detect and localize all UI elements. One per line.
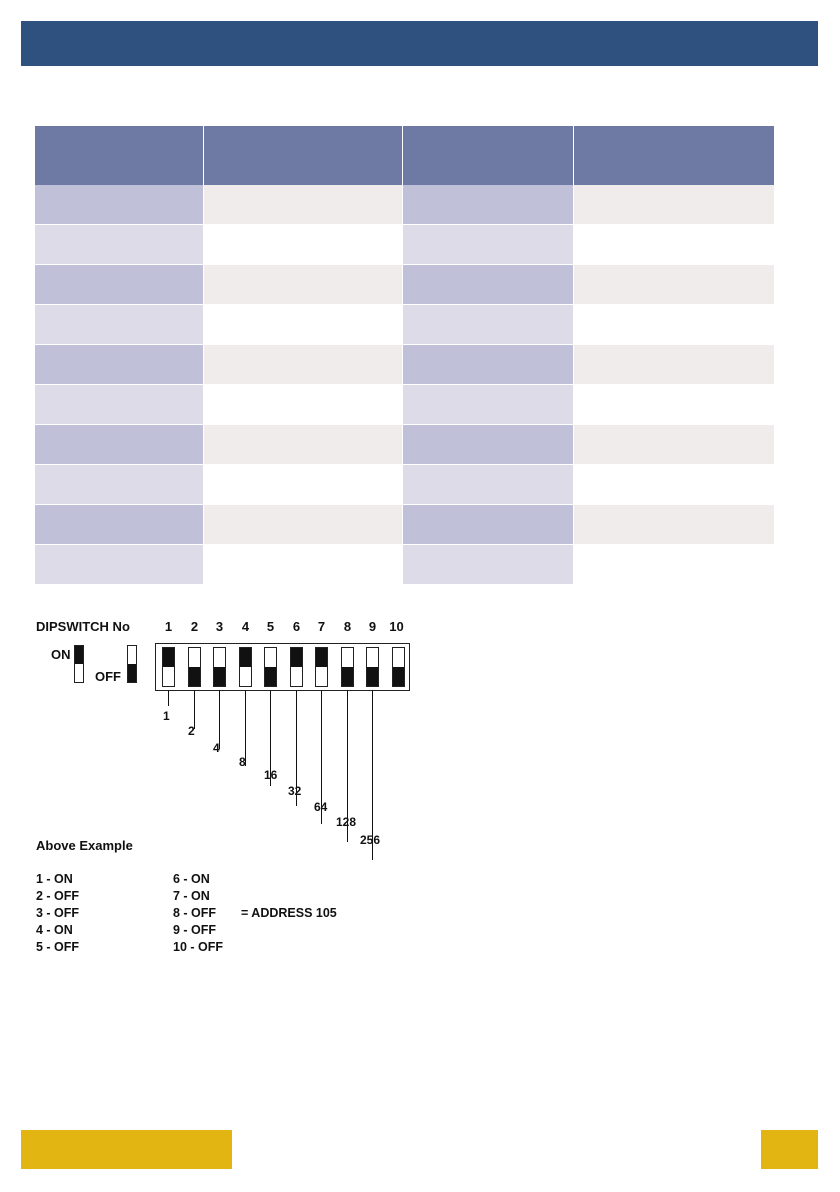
table-header-row	[35, 126, 774, 185]
table-row	[35, 465, 774, 505]
table-cell	[574, 185, 775, 225]
address-table	[35, 126, 774, 584]
table-cell	[204, 425, 403, 465]
table-header-cell	[204, 126, 403, 185]
dipswitch-10-off	[392, 647, 405, 687]
table-cell	[204, 505, 403, 545]
table-cell	[35, 465, 204, 505]
table-cell	[574, 265, 775, 305]
table-cell	[574, 505, 775, 545]
table-cell	[204, 545, 403, 585]
table-cell	[35, 505, 204, 545]
dipswitch-6-on	[290, 647, 303, 687]
example-line: 6 - ON	[173, 872, 210, 886]
dipswitch-title: DIPSWITCH No	[36, 619, 130, 634]
table-cell	[35, 345, 204, 385]
table-cell	[574, 465, 775, 505]
table-header-cell	[574, 126, 775, 185]
dipswitch-number: 7	[317, 619, 326, 634]
example-title: Above Example	[36, 838, 133, 853]
dipswitch-5-off	[264, 647, 277, 687]
table-cell	[574, 425, 775, 465]
legend-off-label: OFF	[95, 669, 121, 684]
legend-on-label: ON	[51, 647, 71, 662]
dipswitch-number: 8	[343, 619, 352, 634]
table-cell	[403, 265, 574, 305]
table-cell	[403, 305, 574, 345]
example-line: 5 - OFF	[36, 940, 80, 954]
table-row	[35, 545, 774, 585]
table-cell	[403, 425, 574, 465]
table-cell	[204, 265, 403, 305]
dipswitch-number: 3	[215, 619, 224, 634]
dipswitch-4-on	[239, 647, 252, 687]
table-cell	[574, 305, 775, 345]
weight-label: 32	[288, 784, 302, 798]
dipswitch-number: 1	[164, 619, 173, 634]
example-line: 2 - OFF	[36, 889, 80, 903]
table-row	[35, 305, 774, 345]
footer-bar-right	[761, 1130, 818, 1169]
weight-label: 128	[336, 815, 357, 829]
table-row	[35, 425, 774, 465]
dipswitch-7-on	[315, 647, 328, 687]
footer-bar-left	[21, 1130, 232, 1169]
table-cell	[403, 225, 574, 265]
example-line: 7 - ON	[173, 889, 210, 903]
example-line: 9 - OFF	[173, 923, 217, 937]
table-cell	[403, 345, 574, 385]
table-header-cell	[403, 126, 574, 185]
table-cell	[204, 225, 403, 265]
table-cell	[574, 345, 775, 385]
table-cell	[204, 385, 403, 425]
table-cell	[35, 385, 204, 425]
table-cell	[403, 545, 574, 585]
example-line: 10 - OFF	[173, 940, 224, 954]
example-line: 3 - OFF	[36, 906, 80, 920]
table-row	[35, 385, 774, 425]
table-cell	[35, 305, 204, 345]
dipswitch-block	[155, 643, 410, 691]
weight-label: 16	[264, 768, 278, 782]
example-line: 1 - ON	[36, 872, 73, 886]
weight-label: 2	[188, 724, 195, 738]
weight-label: 256	[360, 833, 381, 847]
dipswitch-number: 4	[241, 619, 250, 634]
example-result: = ADDRESS 105	[241, 906, 337, 920]
table-cell	[574, 545, 775, 585]
dipswitch-number: 9	[368, 619, 377, 634]
table-cell	[204, 185, 403, 225]
table-cell	[35, 425, 204, 465]
example-line: 8 - OFF	[173, 906, 217, 920]
table-cell	[403, 465, 574, 505]
table-cell	[35, 225, 204, 265]
dipswitch-8-off	[341, 647, 354, 687]
table-cell	[204, 305, 403, 345]
table-row	[35, 265, 774, 305]
dipswitch-number: 10	[389, 619, 404, 634]
table-cell	[204, 345, 403, 385]
legend-off-switch-icon	[127, 645, 137, 683]
header-bar	[21, 21, 818, 66]
table-cell	[35, 545, 204, 585]
table-cell	[403, 505, 574, 545]
table-cell	[403, 185, 574, 225]
table-row	[35, 505, 774, 545]
table-cell	[204, 465, 403, 505]
dipswitch-3-off	[213, 647, 226, 687]
dipswitch-number: 5	[266, 619, 275, 634]
table-row	[35, 345, 774, 385]
weight-label: 64	[314, 800, 328, 814]
legend-on-switch-icon	[74, 645, 84, 683]
example-line: 4 - ON	[36, 923, 73, 937]
table-cell	[574, 225, 775, 265]
weight-label: 8	[239, 755, 246, 769]
table-header-cell	[35, 126, 204, 185]
dipswitch-2-off	[188, 647, 201, 687]
table-row	[35, 185, 774, 225]
weight-label: 1	[163, 709, 170, 723]
table-cell	[574, 385, 775, 425]
table-row	[35, 225, 774, 265]
table-cell	[35, 265, 204, 305]
dipswitch-number: 2	[190, 619, 199, 634]
dipswitch-number: 6	[292, 619, 301, 634]
table-cell	[35, 185, 204, 225]
weight-label: 4	[213, 741, 220, 755]
table-cell	[403, 385, 574, 425]
dipswitch-1-on	[162, 647, 175, 687]
dipswitch-9-off	[366, 647, 379, 687]
